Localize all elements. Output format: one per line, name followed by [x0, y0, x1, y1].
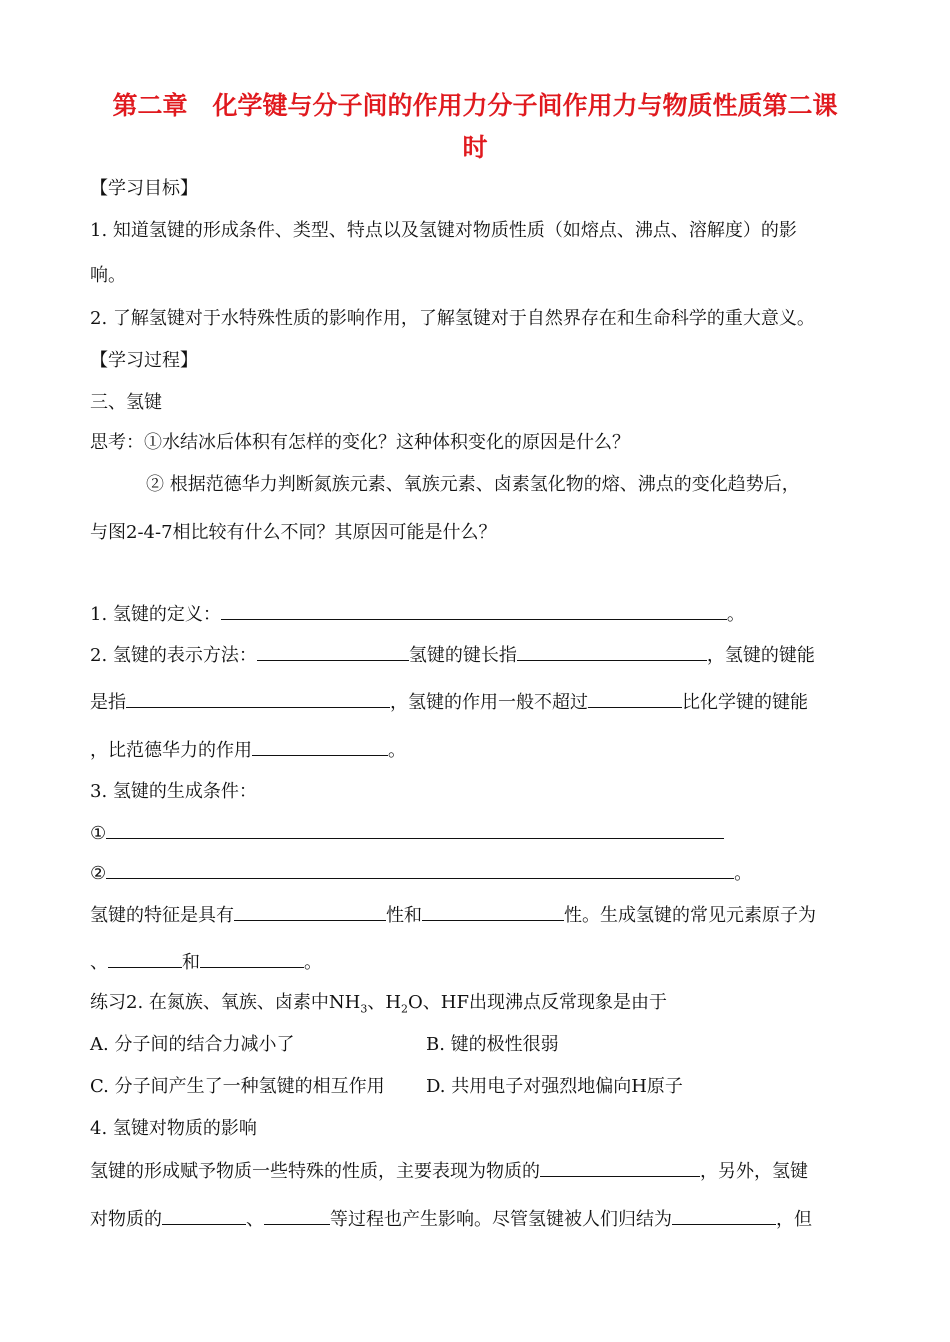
q3-condition-2	[90, 862, 752, 885]
exercise-sub-2: 2	[401, 1002, 409, 1016]
q3-c2-marker: ②	[90, 863, 107, 884]
q3-blank-element-1[interactable]	[108, 951, 182, 968]
q4-label: 4. 氢键对物质的影响	[90, 1118, 257, 1139]
exercise-sub-3: 3	[360, 1002, 368, 1016]
q3-c1-marker: ①	[90, 823, 107, 844]
option-b[interactable]: B. 键的极性很弱	[426, 1034, 559, 1055]
q2-blank-energy[interactable]	[126, 691, 390, 708]
q3-condition-1	[90, 822, 724, 845]
q4-p2-b: 、	[246, 1209, 264, 1230]
objectives-heading: 【学习目标】	[90, 178, 198, 199]
q2-blank-vdw[interactable]	[252, 739, 388, 756]
think-question-1: 思考：①水结冰后体积有怎样的变化？这种体积变化的原因是什么？	[90, 432, 630, 453]
q3-blank-condition-1[interactable]	[106, 822, 724, 839]
option-a[interactable]: A. 分子间的结合力减小了	[90, 1034, 295, 1055]
q2-blank-notation[interactable]	[257, 644, 409, 661]
option-d[interactable]: D. 共用电子对强烈地偏向H原子	[426, 1076, 683, 1097]
q2-line2-b: ，氢键的作用一般不超过	[390, 692, 588, 713]
q4-p2-a: 对物质的	[90, 1209, 162, 1230]
q2-label: 2. 氢键的表示方法：	[90, 645, 257, 666]
q3-blank-feature-2[interactable]	[422, 904, 564, 921]
think-question-2: ② 根据范德华力判断氮族元素、氧族元素、卤素氢化物的熔、沸点的变化趋势后，	[146, 474, 800, 495]
doc-title-line1: 第二章 化学键与分子间的作用力分子间作用力与物质性质第二课	[112, 91, 838, 120]
q3-blank-condition-2[interactable]	[106, 862, 734, 879]
q2-mid1: 氢键的键长指	[408, 645, 517, 666]
q3-feat2-b: 和	[182, 952, 200, 973]
q3-blank-feature-1[interactable]	[234, 904, 386, 921]
q2-line3	[90, 739, 406, 762]
section-hydrogen-bond: 三、氢键	[90, 392, 162, 413]
objective-1-cont: 响。	[90, 265, 126, 286]
exercise-stem-c: O、HF出现沸点反常现象是由于	[408, 992, 667, 1013]
q3-c2-end: 。	[734, 863, 753, 884]
q2-line2-c: 比化学键的键能	[682, 692, 808, 713]
exercise-stem-a: 练习2. 在氮族、氧族、卤素中NH	[90, 992, 361, 1013]
q3-feat2-a: 、	[90, 952, 108, 973]
q4-blank-process-2[interactable]	[264, 1208, 330, 1225]
process-heading: 【学习过程】	[90, 350, 198, 371]
think-question-2-cont: 与图2-4-7相比较有什么不同？其原因可能是什么？	[90, 522, 497, 543]
q2-line3-end: 。	[388, 740, 406, 761]
q2-line3-a: ，比范德华力的作用	[90, 740, 252, 761]
q1-label: 1. 氢键的定义：	[90, 604, 221, 625]
q2-line1	[90, 644, 815, 667]
q2-blank-length[interactable]	[517, 644, 707, 661]
q2-line2-a: 是指	[90, 692, 126, 713]
doc-title-line2: 时	[462, 133, 488, 162]
option-c[interactable]: C. 分子间产生了一种氢键的相互作用	[90, 1076, 385, 1097]
q4-p2-d: ，但	[776, 1209, 812, 1230]
q4-blank-properties[interactable]	[540, 1160, 700, 1177]
q2-blank-limit[interactable]	[588, 691, 682, 708]
q4-blank-process-1[interactable]	[162, 1208, 246, 1225]
q4-blank-classification[interactable]	[672, 1208, 776, 1225]
q3-label: 3. 氢键的生成条件：	[90, 781, 257, 802]
q3-feat2-end: 。	[304, 952, 322, 973]
q4-paragraph-2	[90, 1208, 812, 1231]
q4-p1-a: 氢键的形成赋予物质一些特殊的性质，主要表现为物质的	[90, 1161, 540, 1182]
q3-feat-c: 性。生成氢键的常见元素原子为	[564, 905, 816, 926]
q3-features	[90, 904, 816, 927]
q3-elements	[90, 951, 322, 974]
q1-definition	[90, 603, 745, 626]
objective-2: 2. 了解氢键对于水特殊性质的影响作用，了解氢键对于自然界存在和生命科学的重大意义。	[90, 308, 815, 329]
q4-paragraph-1	[90, 1160, 808, 1183]
q3-feat-b: 性和	[386, 905, 422, 926]
objective-1: 1. 知道氢键的形成条件、类型、特点以及氢键对物质性质（如熔点、沸点、溶解度）的影	[90, 220, 797, 241]
q3-blank-element-2[interactable]	[200, 951, 304, 968]
q4-p2-c: 等过程也产生影响。尽管氢键被人们归结为	[330, 1209, 672, 1230]
q2-mid2: ，氢键的键能	[706, 645, 815, 666]
exercise-2-stem	[90, 992, 667, 1014]
q1-end: 。	[726, 604, 745, 625]
q3-feat-a: 氢键的特征是具有	[90, 905, 234, 926]
q1-blank[interactable]	[221, 603, 727, 620]
q4-p1-b: ，另外，氢键	[700, 1161, 808, 1182]
exercise-stem-b: 、H	[367, 992, 402, 1013]
q2-line2	[90, 691, 808, 714]
